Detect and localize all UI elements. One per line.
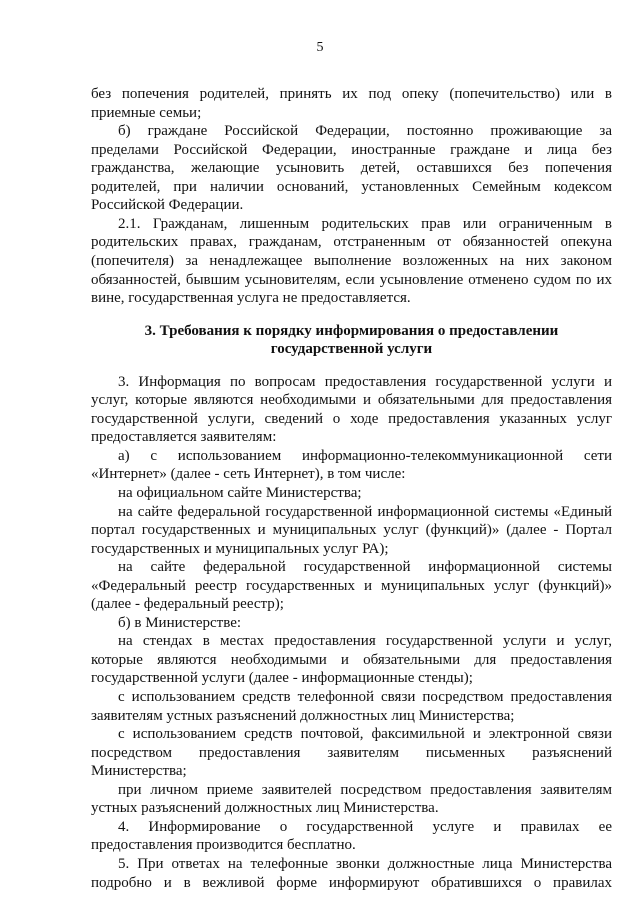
text-line: портал государственных и муниципальных услуг (функций)» (далее - Портал [91,522,612,538]
text-line: без попечения родителей, принять их под опеку (попечительство) или в [91,86,612,102]
text-line: гражданства, желающие усыновить детей, оставшихся без попечения [91,160,612,177]
text-line: 3. Информация по вопросам предоставления государственной услуги и [118,373,612,390]
text-line: посредством предоставления заявителям письменных разъяснений [91,744,612,761]
text-line: подробно и в вежливой форме информируют обратившихся о правилах [91,874,612,891]
text-line: устных разъяснений должностных лиц Министерства. [91,800,439,817]
text-line: предоставления производится бесплатно. [91,837,356,854]
text-line: приемные семьи; [91,104,202,121]
text-line: (попечителя) за ненадлежащее выполнение возложенных на них законом [91,252,612,269]
page-number: 5 [316,40,324,55]
text-line: 2.1. Гражданам, лишенным родительских прав или ограниченным в [118,215,612,232]
text-line: с использованием средств почтовой, факсимильной и электронной связи [118,726,612,743]
text-line: государственных и муниципальных услуг РА); [91,540,389,557]
text-line: при личном приеме заявителей посредством предоставления заявителям [118,781,612,798]
text-line: услуг, которые являются необходимыми и обязательными для предоставления [91,392,612,409]
text-line: б) в Министерстве: [118,614,242,631]
text-line: а) с использованием информационно-телекоммуникационной сети [118,447,612,464]
text-line: 4. Информирование о государственной услуге и правилах ее [118,818,612,835]
text-line: Министерства; [91,763,187,780]
text-line: на сайте федеральной государственной информационной системы «Единый [118,503,612,520]
text-line: заявителям устных разъяснений должностных лиц Министерства; [91,707,515,724]
text-line: государственной услуги, сведений о ходе предоставления указанных услуг [91,410,612,427]
text-line: предоставляется заявителям: [91,429,277,446]
text-line: 5. При ответах на телефонные звонки должностные лица Министерства [118,855,612,872]
text-line: на сайте федеральной государственной информационной системы [118,559,612,576]
text-line: пределами Российской Федерации, иностранные граждане и лица без [91,141,612,158]
text-line: родительских правах, гражданам, отстраненным от обязанностей опекуна [91,234,612,251]
text-line: обязанностей, бывшим усыновителям, если усыновление отменено судом по их [91,271,612,288]
text-line: на официальном сайте Министерства; [118,485,362,501]
text-line: которые являются необходимыми и обязательными для предоставления [91,651,612,668]
text-line: на стендах в местах предоставления государственной услуги и услуг, [118,633,612,650]
section-heading-line: государственной услуги [270,341,433,358]
text-line: «Интернет» (далее - сеть Интернет), в том числе: [91,466,406,483]
text-line: родителей, при наличии оснований, установленных Семейным кодексом [91,178,612,195]
text-line: (далее - федеральный реестр); [91,596,284,613]
text-line: с использованием средств телефонной связи посредством предоставления [118,689,612,705]
text-line: б) граждане Российской Федерации, постоянно проживающие за [118,123,612,140]
text-line: государственной услуги (далее - информационные стенды); [91,670,473,687]
text-line: вине, государственная услуга не предоставляется. [91,290,411,306]
section-heading-line: 3. Требования к порядку информирования о предоставлении [144,322,559,339]
text-line: Российской Федерации. [91,197,244,214]
text-line: «Федеральный реестр государственных и муниципальных услуг (функций)» [91,577,612,594]
